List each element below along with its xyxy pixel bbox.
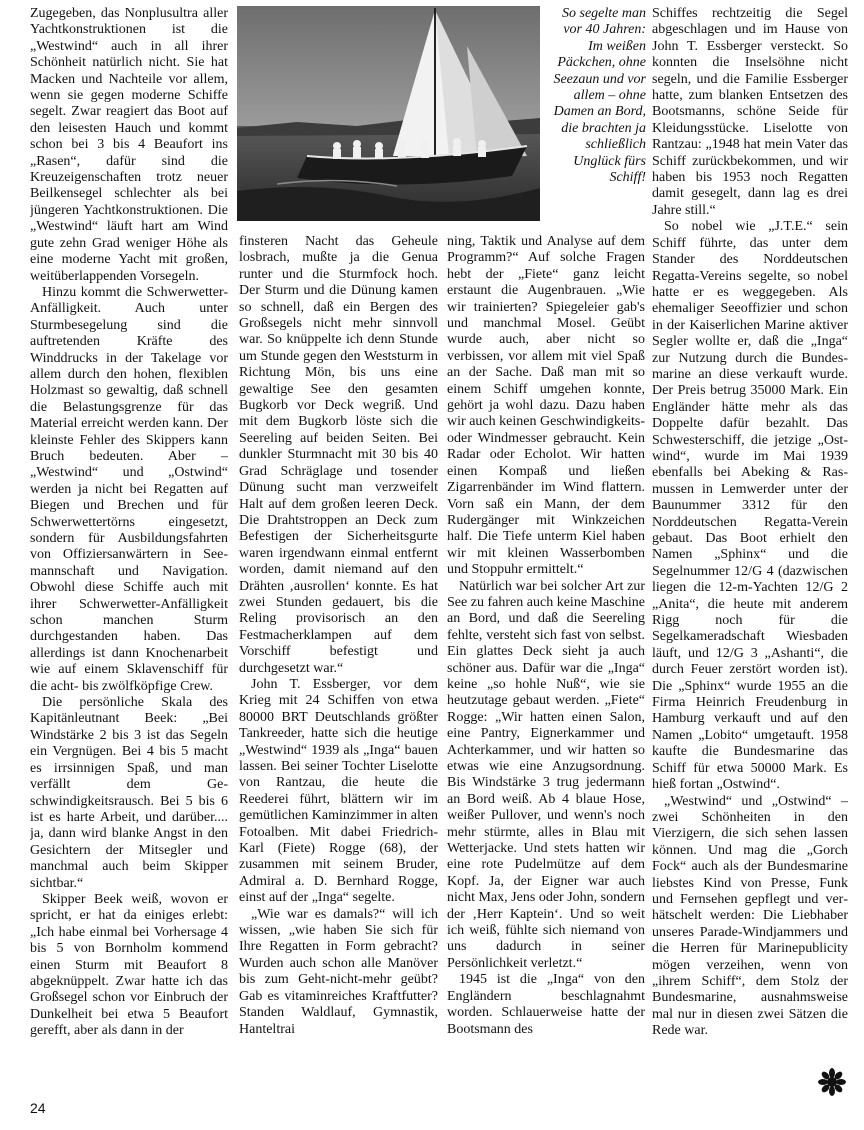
paragraph: ning, Taktik und Analyse auf dem Programm?“ Auf solche Fragen hebt der „Fiete“ ganz leicht erstaunt die Augenbrauen. „Wie wir trainierten? Spiegeleier gab's und manchmal Mosel. Geübt wurde auch, aber nicht so verbissen, vor allem mit viel Spaß an der Sache. Daß man mit so einem Schiff umgehen konnte, gehört ja wohl dazu. Dazu haben wir auch keinen Geschwindigkeits- oder Windmesser gebraucht. Kein Radar oder Echolot. Wir hatten einen Kompaß und ließen Zigarrenbänder im Wind flattern. Vorn saß ein Mann, der dem Rudergänger mit Winkzeichen half. Die Tiefe unterm Kiel haben wir mit kleinen Wasserbomben und Stoppuhr ermittelt.“ [447, 234, 645, 578]
paragraph: So nobel wie „J.T.E.“ sein Schiff führte, das unter dem Stander des Norddeutschen Regatta-Vereins segelte, so nobel hatte er es weggegeben. Als ehemaliger Seeoffizier und schon in der Kaiserlichen Marine aktiver Segler wollte er, daß die „Inga“ zur Nutzung durch die Bundesmarine an diese verkauft wurde. Der Preis betrug 35000 Mark. Ein Engländer hätte mehr als das Doppelte dafür bezahlt. Das Schwesterschiff, die jetzige „Ostwind“, wurde im Mai 1939 ebenfalls bei Abeking & Rasmussen in Lemwerder unter der Baunummer 3312 für den Norddeutschen Regatta-Verein gebaut. Das Boot erhielt den Namen „Sphinx“ und die Segelnummer 12/G 4 (dazwischen liegen die 12-m-Yachten 12/G 2 „Anita“, die heute mit anderem Rigg noch für die Segelkameradschaft Wiesbaden läuft, und 12/G 3 „Ashanti“, die durch Feuer zerstört worden ist). Die „Sphinx“ wurde 1955 an die Firma Heinrich Freudenburg in Hamburg verkauft und auf den Namen „Lobito“ umgetauft. 1958 kaufte die Bundesmarine das Schiff für etwa 50000 Mark. Es hieß fortan „Ostwind“. [652, 219, 848, 793]
end-mark-icon [818, 1068, 846, 1096]
article-column-4 [652, 6, 848, 1096]
paragraph: Die persönliche Skala des Kapitänleutnant Beek: „Bei Windstärke 2 bis 3 ist das Segeln ein Vergnügen. Bei 4 bis 5 macht es irrsinnigen Spaß, und man verfällt dem Geschwindigkeitsrausch. Bei 5 bis 6 ist es harte Arbeit, und darüber.... ja, dann wird blanke Angst in den Gesichtern der Mitsegler und manchmal auch beim Skipper sichtbar.“ [30, 695, 228, 891]
article-column-3 [447, 234, 645, 1096]
photo-caption: So segelte man vor 40 Jahren: Im weißen Päckchen, ohne Seezaun und vor allem – ohne Damen an Bord, die brachten ja schließlich Unglück fürs Schiff! [553, 6, 646, 186]
paragraph: „Wie war es damals?“ will ich wissen, „wie haben Sie sich für Ihre Regatten in Form gebracht? Wurden auch schon alle Manöver bis zum Geht-nicht-mehr geübt? Gab es vitaminreiches Kraftfutter? Standen Waldlauf, Gymnastik, Hanteltrai [239, 906, 438, 1037]
page-number: 24 [30, 1100, 46, 1116]
paragraph: Zugegeben, das Nonplusultra aller Yachtkonstruktionen ist die „Westwind“ auch in all ihrer Schönheit natürlich nicht. Sie hat Macken und Nachteile vor allem, wenn sie gegen moderne Schiffe segelt. Zwar reagiert das Boot auf den leisesten Hauch und kommt schon bei 3 bis 4 Beaufort ins „Rasen“, dafür sind die Kreuzeigenschaften trotz neuer Beilkensegel schlechter als bei jüngeren Yachtkonstruktionen. Die „Westwind“ läuft hart am Wind gute zehn Grad weniger Höhe als eine moderne Yacht mit großen, weitüberlappenden Vorsegeln. [30, 6, 228, 284]
paragraph: Natürlich war bei solcher Art zur See zu fahren auch keine Maschine an Bord, und daß die Seereling fehlte, versteht sich fast von selbst. Ein glattes Deck sieht ja auch schöner aus. Dafür war die „Inga“ keine „so hohle Nuß“, wie sie heutzutage gebaut werden. „Fiete“ Rogge: „Wir hatten einen Salon, eine Pantry, Eignerkammer und Achterkammer, und wir hatten so etwas wie eine Anzugsordnung. Bis Windstärke 3 trug jedermann an Bord weiß. Ab 4 blaue Hose, weißer Pullover, und wenn's noch mehr stürmte, alles in Blau mit Wetterjacke. Und stets hatten wir eine rote Pudelmütze auf dem Kopf. Ja, der Eigner war auch nicht Max, Jens oder John, sondern der ‚Herr Kaptein‘. Und so weit ich weiß, fühlte sich niemand von uns dadurch in seiner Persönlichkeit verletzt.“ [447, 578, 645, 971]
paragraph: „Westwind“ und „Ostwind“ – zwei Schönheiten in den Vierzigern, die sich sehen lassen können. Und mag die „Gorch Fock“ auch als der Bundesmarine liebstes Kind von Presse, Funk und Fernsehen gepflegt und verhätschelt werden: Die Liebhaber unseres Parade-Windjammers und die Herren für Marinepublicity mögen verzeihen, wenn von „ihrem Schiff“, dem Stolz der Bundesmarine, ausnahmsweise mal nur in diesen zwei Sätzen die Rede war. [652, 793, 848, 1039]
article-column-1 [30, 6, 228, 1096]
sailing-yacht-photo [237, 6, 540, 221]
paragraph: finsteren Nacht das Geheule losbrach, mußte ja die Genua runter und die Sturmfock hoch. Der Sturm und die Dünung kamen so schnell, daß ein Bergen des Großsegels nicht mehr sinnvoll war. So knüppelte ich denn Stunde um Stunde gegen den Weststurm in Richtung Mön, bis uns eine gewaltige See den gesamten Bugkorb vor Deck wegriß. Und mit dem Bugkorb löste sich die Seereling auf beiden Seiten. Bei dunkler Sturmnacht mit 30 bis 40 Grad Schräglage und tosender Dünung sucht man verzweifelt Halt auf dem großen leeren Deck. Die Drahtstroppen an Deck zum Befestigen der Sicherheitsgurte waren irgendwann einmal entfernt worden, damit niemand auf den Drähten ‚ausrollen‘ konnte. Es hat zwei Stunden gedauert, bis die Reling provisorisch an den Festmacherklampen auf dem Vorschiff befestigt und durchgesetzt war.“ [239, 234, 438, 676]
paragraph: Schiffes rechtzeitig die Segel abgeschlagen und im Hause von John T. Essberger versteckt. So konnten die Inselsöhne nicht segeln, und die Familie Essberger hatte, zum blanken Entsetzen des Bootsmanns, schöne Seide für Kleidungsstücke. Liselotte von Rantzau: „1948 hat mein Vater das Schiff zurückbekommen, und wir haben bis 1953 noch Regatten damit gesegelt, dann lag es drei Jahre still.“ [652, 6, 848, 218]
paragraph: Skipper Beek weiß, wovon er spricht, er hat da einiges erlebt: „Ich habe einmal bei Vorhersage 4 bis 5 von Bornholm kommend einen Sturm mit Beaufort 8 abgeknüppelt. Zwar hatte ich das Großsegel schon vor Einbruch der Dunkelheit bei etwa 5 Beaufort gerefft, aber als dann in der [30, 891, 228, 1039]
paragraph: 1945 ist die „Inga“ von den Engländern beschlagnahmt worden. Schlauerweise hatte der Bootsmann des [447, 972, 645, 1037]
article-column-2 [239, 234, 438, 1096]
paragraph: Hinzu kommt die Schwerwetter-Anfälligkeit. Auch unter Sturmbesegelung sind die auftretenden Kräfte des Winddrucks in der Takelage vor allem durch den hohen, flexiblen Holzmast so gewaltig, daß schnell die Belastungsgrenze für das Material erreicht werden kann. Der kleinste Fehler des Skippers kann Bruch bedeuten. Aber – „Westwind“ und „Ostwind“ werden ja nicht bei Regatten auf Biegen und Brechen und für Schwerwettertörns eingesetzt, sondern für Ausbildungsfahrten von Offiziersanwärtern in Seemannschaft und Navigation. Obwohl diese Schiffe auch mit ihrer Schwerwetter-Anfälligkeit schon manchen Sturm durchgestanden haben. Das allerdings ist dann Knochenarbeit wie auf einem Sklavenschiff für die acht- bis zwölfköpfige Crew. [30, 284, 228, 694]
paragraph: John T. Essberger, vor dem Krieg mit 24 Schiffen von etwa 80000 BRT Deutschlands größter Tankreeder, hatte sich die heutige „Westwind“ 1939 als „Inga“ bauen lassen. Bei seiner Tochter Liselotte von Rantzau, die heute die Reederei führt, blättern wir im gemütlichen Kaminzimmer in alten Fotoalben. Mit dabei Friedrich-Karl (Fiete) Rogge (68), der zusammen mit seinem Bruder, Admiral a. D. Bernhard Rogge, einst auf der „Inga“ segelte. [239, 676, 438, 906]
